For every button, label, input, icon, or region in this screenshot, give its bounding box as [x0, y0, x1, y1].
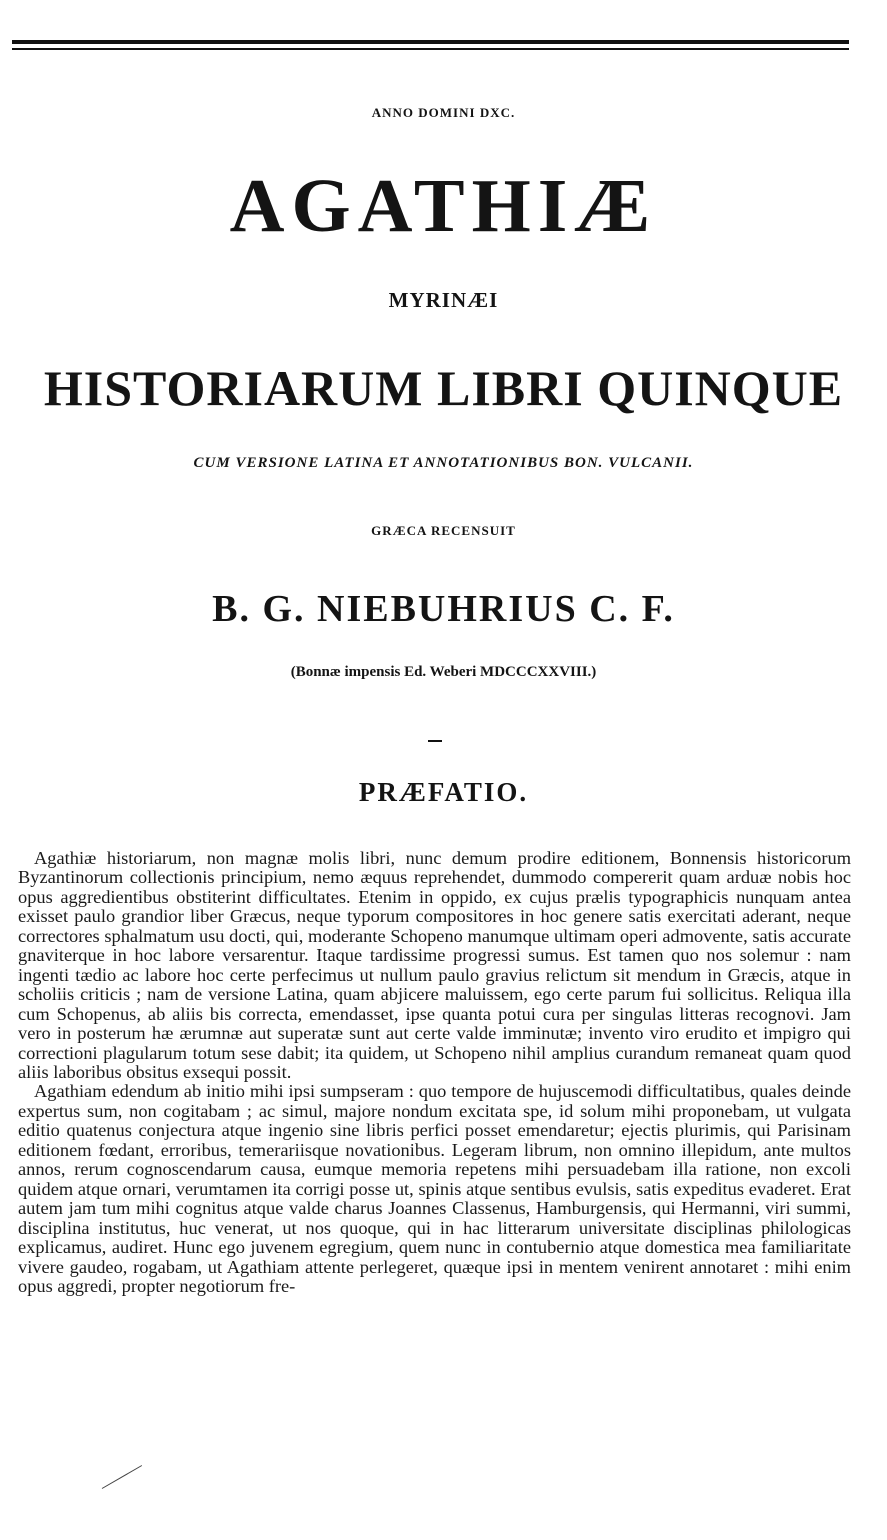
subtitle: CUM VERSIONE LATINA ET ANNOTATIONIBUS BON. VULCANII. [193, 455, 694, 471]
section-dash [428, 740, 442, 742]
preface-body [18, 849, 851, 1296]
preface-paragraph: Agathiam edendum ab initio mihi ipsi sumpseram : quo tempore de hujuscemodi difficultatibus, quales deinde expertus sum, non cogitabam ; ac simul, majore nondum excitata spe, id solum mihi proponebam, ut vulgata editio quatenus conjectura atque ingenio sine libris perfici posset emendaretur; ejectis plurimis, qui Parisinam editionem fœdant, erroribus, temerariisque novationibus. Legeram librum, non omnino illepidum, ante multos annos, rerum cognoscendarum causa, eumque memoria repetens mihi persuadebam illa ratione, non excoli quidem atque ornari, verumtamen ita corrigi posse ut, spinis atque sentibus evulsis, satis expeditus evaderet. Erat autem jam tum mihi cognitus atque valde charus Joannes Classenus, Hamburgensis, qui Hermanni, viri summi, disciplina institutus, huc venerat, ut nos quoque, qui in hac litterarum universitate disciplinas philologicas explicamus, audiret. Hunc ego juvenem egregium, quem nunc in contubernio atque domestica mea familiaritate vivere gaudeo, rogabam, ut Agathiam attente perlegeret, quæque ipsi in mentem venirent annotaret : mihi enim opus aggredi, propter negotiorum fre- [18, 1081, 851, 1296]
top-rule-thick [12, 40, 849, 44]
top-rule-thin [12, 48, 849, 50]
year-line: ANNO DOMINI DXC. [371, 105, 516, 120]
recensuit-line: GRÆCA RECENSUIT [371, 523, 516, 538]
preface-paragraph: Agathiæ historiarum, non magnæ molis libri, nunc demum prodire editionem, Bonnensis historicorum Byzantinorum collectionis principium, nemo æquus reprehendet, dummodo compererit quam arduæ nobis hoc opus aggredientibus obstiterint difficultates. Etenim in oppido, ex cujus prælis typographicis nunquam antea exisset paulo grandior liber Græcus, neque typorum compositores in hoc genere satis exercitati aderant, neque correctores sphalmatum usu docti, qui, moderante Schopeno manumque ultimam operi admovente, satis accurate gnaviterque in hoc labore versarentur. Itaque tardissime progressi sumus. Est tamen quo nos solemur : nam ingenti tædio ac labore hoc certe perfecimus ut nullum paulo gravius relictum sit mendum in Græcis, atque in scholiis criticis ; nam de versione Latina, quam abjicere maluissem, ego certe parum fui sollicitus. Reliqua illa cum Schopenus, ab aliis bis correcta, emendasset, ipse quanta potui cura per singulas litteras recognovi. Jam vero in posterum hæ ærumnæ aut superatæ sunt aut certe valde imminutæ; invento viro erudito et impigro qui correctioni plagularum totum sese dabit; ita quidem, ut Schopeno nihil amplius curandum remaneat quam quod aliis laboribus obsitus exsequi possit. [18, 848, 851, 1082]
imprint-line: (Bonnæ impensis Ed. Weberi MDCCCXXVIII.) [290, 664, 597, 680]
preface-title: PRÆFATIO. [358, 777, 529, 807]
editor-name: B. G. NIEBUHRIUS C. F. [212, 588, 675, 630]
author-name: AGATHIÆ [229, 164, 658, 248]
scan-mark [102, 1465, 142, 1489]
author-epithet: MYRINÆI [388, 288, 499, 312]
work-title: HISTORIARUM LIBRI QUINQUE [43, 360, 844, 416]
